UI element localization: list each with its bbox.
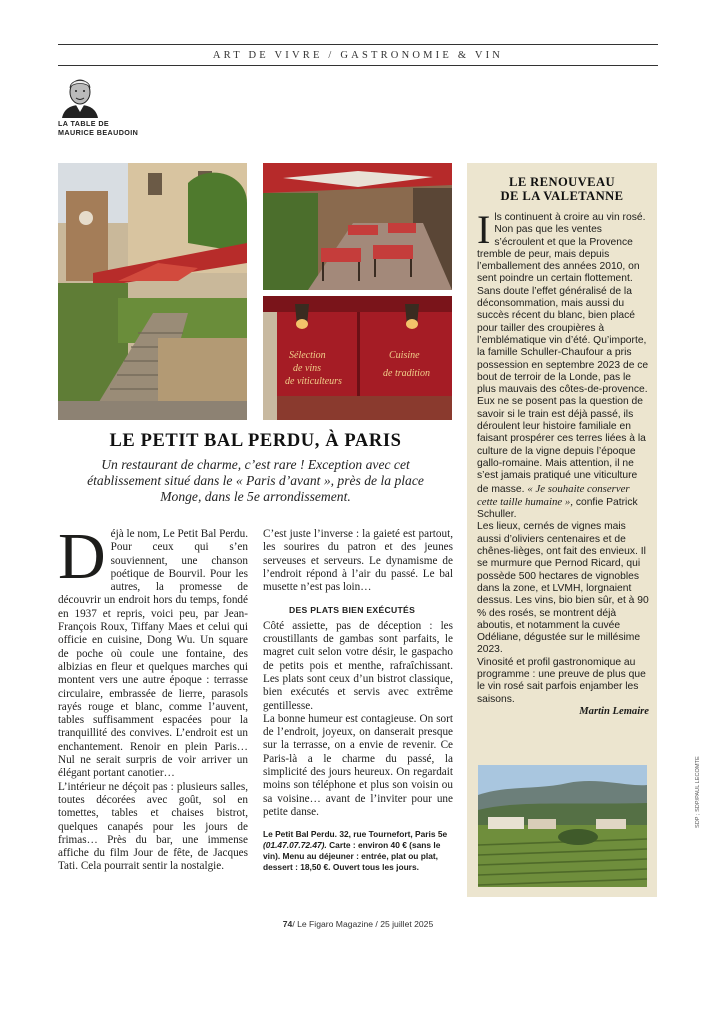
svg-text:de tradition: de tradition: [383, 368, 430, 379]
vineyard-photo: [478, 765, 647, 887]
header-rule: [58, 65, 658, 66]
paragraph-4: Côté assiette, pas de déception : les croustillants de gambas sont parfaits, le magret cuit selon votre désir, le gaspacho de petits pois et menthe, rafraîchissant. Les plats sont ceux d’un bistrot classique, bien exécutés et servis avec extrême gentillesse.: [263, 619, 453, 712]
author-portrait: [58, 72, 102, 118]
article-deck: Un restaurant de charme, c’est rare ! Exception avec cet établissement situé dans le « Paris d’avant », près de la place Monge, dans le 5e arrondissement.: [87, 457, 424, 504]
paragraph-2: L’intérieur ne déçoit pas : plusieurs salles, toutes décorées avec goût, sol en tomettes, tables et chaises bistrot, quelques canapés pour les jours de frimas… Près du bar, une immense affiche du film Jour de fête, de Jacques Tati. Cela pourrait sentir la nostalgie.: [58, 780, 248, 873]
article-title: LE PETIT BAL PERDU, À PARIS: [109, 431, 402, 451]
sidebar-body: Ils continuent à croire au vin rosé. Non pas que les ventes s’écroulent et que la Provence tremble de peur, mais depuis l’emballement des années 2010, on sent poindre un certain flottement. Sans doute l’effet généralisé de la déconsommation, mais aussi du succès récent du blanc, bien placé pour tailler des croupières à l’emblématique vin d’été. Qu’importe, la famille Schuller-Chaufour a pris possession en septembre 2023 de ce bout de terroir de la Londe, pas le plus mauvais des côtes-de-provence. Eux ne se posent pas la question de savoir si le train est déjà passé, ils déroulent leur histoire familiale en faisant prospérer ces terres liées à la culture de la vigne depuis l’époque gallo-romaine. Mais attention, il ne s’est jamais pratiqué une viticulture de masse. « Je souhaite conserver cette taille humaine », confie Patrick Schuller. Les lieux, cernés de vignes mais aussi d’oliviers centenaires et de chênes-lièges, ont fait des envieux. Il se murmure que Pernod Ricard, qui possède 500 hectares de vignobles dans la zone, et LVMH, lorgnaient dessus. Les vins, bio bien sûr, et à 90 % des rosés, se montrent déjà aboutis, et notamment la cuvée Odéliane, dégustée sur le millésime 2023. Vinosité et profil gastronomique au programme : une preuve de plus que le vin rosé sait parfois enjamber les saisons. Martin Lemaire: [477, 207, 649, 717]
paragraph-1: éjà le nom, Le Petit Bal Perdu. Pour ceux qui s’en souviennent, une chanson poétique de Bourvil. Pour les autres, la promesse de découvrir un endroit hors du temps, fondé en 1937 et repris, voici peu, par Jean-François Roux, Tiffany Maes et celui qui officie en cuisine, Dong Wu. Un square de poche où coule une fontaine, des albizias en fleur et quelques marches qui montent vers une autre époque : terrasse circulaire, embrassée de lierre, parasols rayés rouge et blanc, comme l’auvent, tables suffisamment espacées pour la tranquillité des convives. L’endroit est un enchantement. Renoir en plein Paris… Nul ne serait surpris de voir arriver un élégant portant canotier…: [58, 528, 248, 780]
sidebar-paragraph-3: Vinosité et profil gastronomique au programme : une preuve de plus que le vin rosé sait parfois enjamber les saisons.: [477, 656, 646, 705]
article-column-2: [263, 528, 453, 873]
page-footer: 74/ Le Figaro Magazine / 25 juillet 2025: [282, 919, 434, 929]
sidebar-box: [467, 163, 657, 897]
terrace-photo: [263, 163, 452, 290]
sidebar-signature: Martin Lemaire: [579, 705, 649, 717]
article-subhead: DES PLATS BIEN EXÉCUTÉS: [289, 605, 416, 616]
article-dropcap: D: [58, 520, 106, 593]
awning-photo: [263, 296, 452, 420]
svg-text:de vins: de vins: [293, 363, 322, 374]
page-number: 74: [282, 919, 293, 929]
paragraph-3: C’est juste l’inverse : la gaieté est partout, les sourires du patron et des jeunes serveuses et serveurs. Le dynamisme de l’endroit répond à l’air du passé. Le bal musette n’est pas loin…: [263, 528, 453, 594]
top-rule: [58, 44, 658, 45]
author-label: LA TABLE DE MAURICE BEAUDOIN: [58, 119, 139, 137]
article-column-1: [58, 520, 248, 874]
sidebar-paragraph-2: Les lieux, cernés de vignes mais aussi d’oliviers centenaires et de chênes-lièges, ont fait des envieux. Il se murmure que Pernod Ricard, qui possède 500 hectares de vignobles dans la zone, et LVMH, lorgnaient dessus. Les vins, bio bien sûr, et à 90 % des rosés, se montrent déjà aboutis, et notamment la cuvée Odéliane, dégustée sur le millésime 2023.: [477, 521, 649, 656]
restaurant-info: Le Petit Bal Perdu. 32, rue Tournefort, Paris 5e (01.47.07.72.47). Carte : environ 40 € (sans le vin). Menu au déjeuner : entrée, plat ou plat, dessert : 18,50 €. Ouvert tous les jours.: [263, 829, 448, 873]
sidebar-title: LE RENOUVEAU DE LA VALETANNE: [500, 175, 624, 203]
awning-text-right: Cuisine: [389, 350, 420, 361]
sidebar-dropcap: I: [477, 207, 491, 252]
awning-text-left: Sélection: [289, 350, 326, 361]
paragraph-5: La bonne humeur est contagieuse. On sort de l’endroit, joyeux, on danserait presque sur la terrasse, on a envie de revenir. Ce Paris-là a le charme du passé, la simplicité des jours heureux. On regardait moins son téléphone et plus son voisin ou sa voisine… avant de l’inviter pour une petite danse.: [263, 712, 453, 818]
svg-text:de viticulteurs: de viticulteurs: [285, 376, 342, 387]
sidebar-quote: « Je souhaite conserver cette taille humaine »,: [477, 482, 630, 508]
restaurant-exterior-photo: [58, 163, 247, 420]
section-header: ART DE VIVRE / GASTRONOMIE & VIN: [212, 50, 504, 61]
photo-credit: SDP ; SDP/PAUL LECOMTE: [695, 756, 701, 828]
